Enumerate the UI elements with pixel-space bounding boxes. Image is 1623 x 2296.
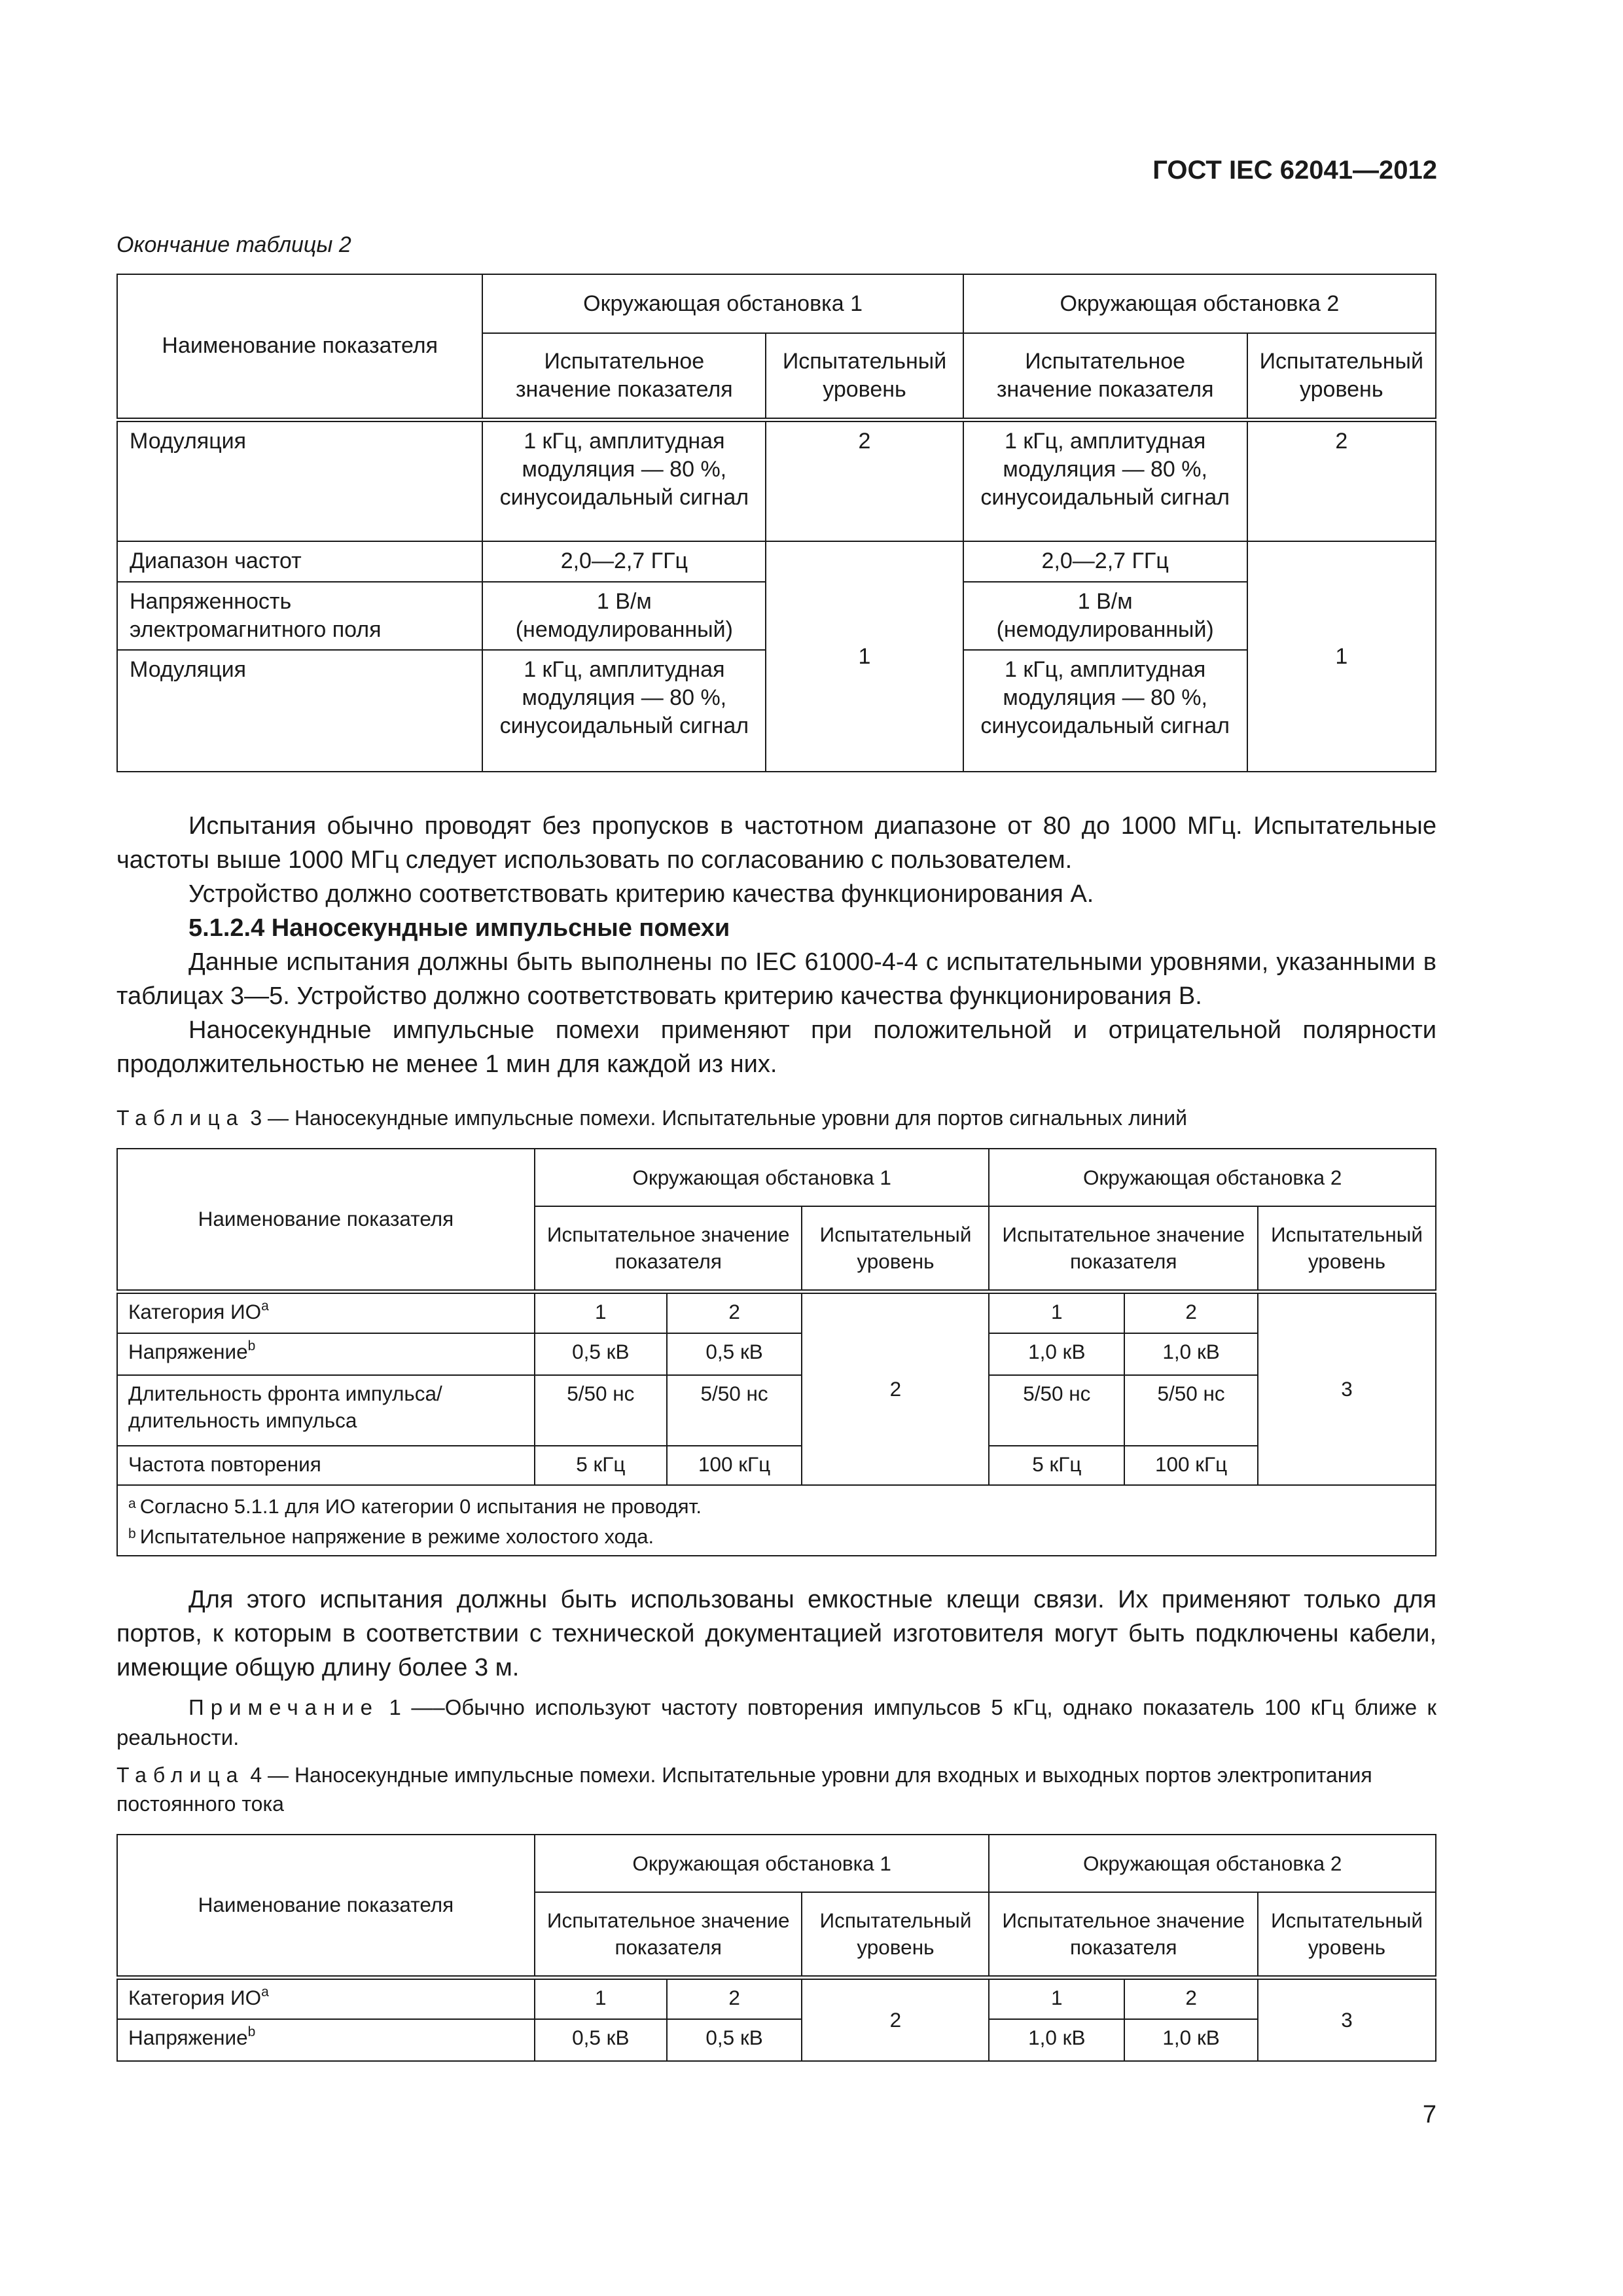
- header-test-level: Испытательный уровень: [802, 1892, 989, 1977]
- section-heading: 5.1.2.4 Наносекундные импульсные помехи: [188, 914, 730, 942]
- footnote-a: $^a$ Согласно 5.1.1 для ИО категории 0 испытания не проводят.: [128, 1495, 702, 1518]
- footnote-ref: a: [261, 1298, 269, 1314]
- cell: 1,0 кВ: [989, 2019, 1124, 2061]
- cell: 1: [535, 1977, 667, 2019]
- header-test-value: Испытательное значение показателя: [989, 1206, 1258, 1291]
- table-2: [116, 274, 1436, 772]
- cell: 100 кГц: [667, 1446, 802, 1485]
- cell: 1,0 кВ: [989, 1333, 1124, 1375]
- table-label: Таблица: [116, 1106, 245, 1130]
- cell: 2: [667, 1977, 802, 2019]
- paragraph: Наносекундные импульсные помехи применяют при положительной и отрицательной полярности продолжительностью не менее 1 мин для каждой из них.: [116, 1016, 1436, 1078]
- header-environment-1: Окружающая обстановка 1: [482, 274, 963, 333]
- header-test-level: Испытательный уровень: [1258, 1892, 1436, 1977]
- header-test-level: Испытательный уровень: [802, 1206, 989, 1291]
- cell: 0,5 кВ: [535, 2019, 667, 2061]
- table-4: [116, 1834, 1436, 2062]
- cell-value: 1 кГц, амплитудная модуляция — 80 %, синусоидальный сигнал: [963, 420, 1247, 541]
- cell-level: 2: [766, 420, 963, 541]
- cell-value: 1 В/м (немодулированный): [482, 582, 766, 650]
- cell: 5 кГц: [535, 1446, 667, 1485]
- cell-level-group: 2: [802, 1977, 989, 2061]
- cell-level-group: 1: [766, 541, 963, 772]
- paragraph: Для этого испытания должны быть использованы емкостные клещи связи. Их применяют только для портов, к которым в соответствии с технической документацией изготовителя могут быть подключены кабели, имеющие общую длину более 3 м.: [116, 1586, 1436, 1681]
- footnote-ref: b: [247, 2024, 256, 2039]
- row-name: Частота повторения: [117, 1446, 535, 1485]
- cell: 5/50 нс: [535, 1375, 667, 1446]
- cell: 0,5 кВ: [667, 1333, 802, 1375]
- caption-text: 4 — Наносекундные импульсные помехи. Испытательные уровни для входных и выходных портов электропитания постоянного тока: [116, 1763, 1372, 1816]
- cell: 1,0 кВ: [1124, 2019, 1258, 2061]
- row-name: Категория $ИО^a$: [117, 1977, 535, 2019]
- paragraph: Испытания обычно проводят без пропусков в частотном диапазоне от 80 до 1000 МГц. Испытательные частоты выше 1000 МГц следует использовать по согласованию с пользователем.: [116, 812, 1436, 874]
- footnote-b: $^b$ Испытательное напряжение в режиме холостого хода.: [128, 1525, 654, 1548]
- table-footnotes: [117, 1485, 1436, 1556]
- header-test-value: Испытательное значение показателя: [535, 1206, 802, 1291]
- row-name: Длительность фронта импульса/ длительность импульса: [117, 1375, 535, 1446]
- table-label: Таблица: [116, 1763, 245, 1787]
- table-4-caption: [116, 1761, 1436, 1818]
- cell: 1: [989, 1291, 1124, 1333]
- cell: 2: [667, 1291, 802, 1333]
- cell-value: 2,0—2,7 ГГц: [482, 541, 766, 582]
- cell-value: 1 кГц, амплитудная модуляция — 80 %, синусоидальный сигнал: [482, 420, 766, 541]
- cell: 5/50 нс: [989, 1375, 1124, 1446]
- table-3: [116, 1148, 1436, 1556]
- note-label: Примечание: [188, 1695, 380, 1719]
- header-environment-2: Окружающая обстановка 2: [989, 1835, 1436, 1892]
- cell: 1,0 кВ: [1124, 1333, 1258, 1375]
- header-test-level: Испытательный уровень: [1247, 333, 1436, 420]
- row-name: Напряжение$^b$: [117, 2019, 535, 2061]
- cell-value: 1 кГц, амплитудная модуляция — 80 %, синусоидальный сигнал: [963, 650, 1247, 772]
- footnote-ref: a: [261, 1984, 269, 2000]
- cell-value: 1 В/м (немодулированный): [963, 582, 1247, 650]
- document-header: ГОСТ IEC 62041—2012: [1152, 156, 1437, 185]
- cell-level-group: 3: [1258, 1291, 1436, 1485]
- footnote-ref: b: [247, 1338, 256, 1354]
- row-name: Диапазон частот: [117, 541, 482, 582]
- paragraph: Устройство должно соответствовать критерию качества функционирования А.: [188, 880, 1094, 908]
- header-test-value: Испытательное значение показателя: [963, 333, 1247, 420]
- cell-value: 2,0—2,7 ГГц: [963, 541, 1247, 582]
- header-parameter-name: Наименование показателя: [117, 1149, 535, 1291]
- header-parameter-name: Наименование показателя: [117, 1835, 535, 1977]
- cell: 5/50 нс: [1124, 1375, 1258, 1446]
- note-1: [116, 1693, 1436, 1753]
- caption-text: 3 — Наносекундные импульсные помехи. Испытательные уровни для портов сигнальных линий: [250, 1106, 1188, 1130]
- header-environment-1: Окружающая обстановка 1: [535, 1835, 990, 1892]
- cell: 0,5 кВ: [667, 2019, 802, 2061]
- cell: 1: [989, 1977, 1124, 2019]
- header-environment-2: Окружающая обстановка 2: [989, 1149, 1436, 1206]
- cell: 2: [1124, 1291, 1258, 1333]
- cell: 5/50 нс: [667, 1375, 802, 1446]
- header-environment-1: Окружающая обстановка 1: [535, 1149, 990, 1206]
- page-number: 7: [1422, 2101, 1436, 2128]
- table-continuation-label: Окончание таблицы 2: [116, 232, 351, 257]
- row-name: Напряжение$^b$: [117, 1333, 535, 1375]
- cell-level-group: 3: [1258, 1977, 1436, 2061]
- row-name: Модуляция: [117, 650, 482, 772]
- header-test-level: Испытательный уровень: [766, 333, 963, 420]
- cell-level-group: 1: [1247, 541, 1436, 772]
- note-text: 1 —–Обычно используют частоту повторения импульсов 5 кГц, однако показатель 100 кГц ближе к реальности.: [116, 1695, 1436, 1749]
- header-environment-2: Окружающая обстановка 2: [963, 274, 1436, 333]
- row-name: Модуляция: [117, 420, 482, 541]
- row-name: Категория $ИО^a$: [117, 1291, 535, 1333]
- header-test-value: Испытательное значение показателя: [989, 1892, 1258, 1977]
- header-parameter-name: Наименование показателя: [117, 274, 482, 420]
- header-test-value: Испытательное значение показателя: [482, 333, 766, 420]
- cell: 2: [1124, 1977, 1258, 2019]
- header-test-value: Испытательное значение показателя: [535, 1892, 802, 1977]
- row-name: Напряженность электромагнитного поля: [117, 582, 482, 650]
- cell-level-group: 2: [802, 1291, 989, 1485]
- table-3-caption: [116, 1103, 1436, 1132]
- cell-level: 2: [1247, 420, 1436, 541]
- cell: 1: [535, 1291, 667, 1333]
- cell: 0,5 кВ: [535, 1333, 667, 1375]
- paragraph: Данные испытания должны быть выполнены по IEC 61000-4-4 с испытательными уровнями, указанными в таблицах 3—5. Устройство должно соответствовать критерию качества функционирования В.: [116, 948, 1436, 1010]
- cell: 5 кГц: [989, 1446, 1124, 1485]
- header-test-level: Испытательный уровень: [1258, 1206, 1436, 1291]
- cell-value: 1 кГц, амплитудная модуляция — 80 %, синусоидальный сигнал: [482, 650, 766, 772]
- cell: 100 кГц: [1124, 1446, 1258, 1485]
